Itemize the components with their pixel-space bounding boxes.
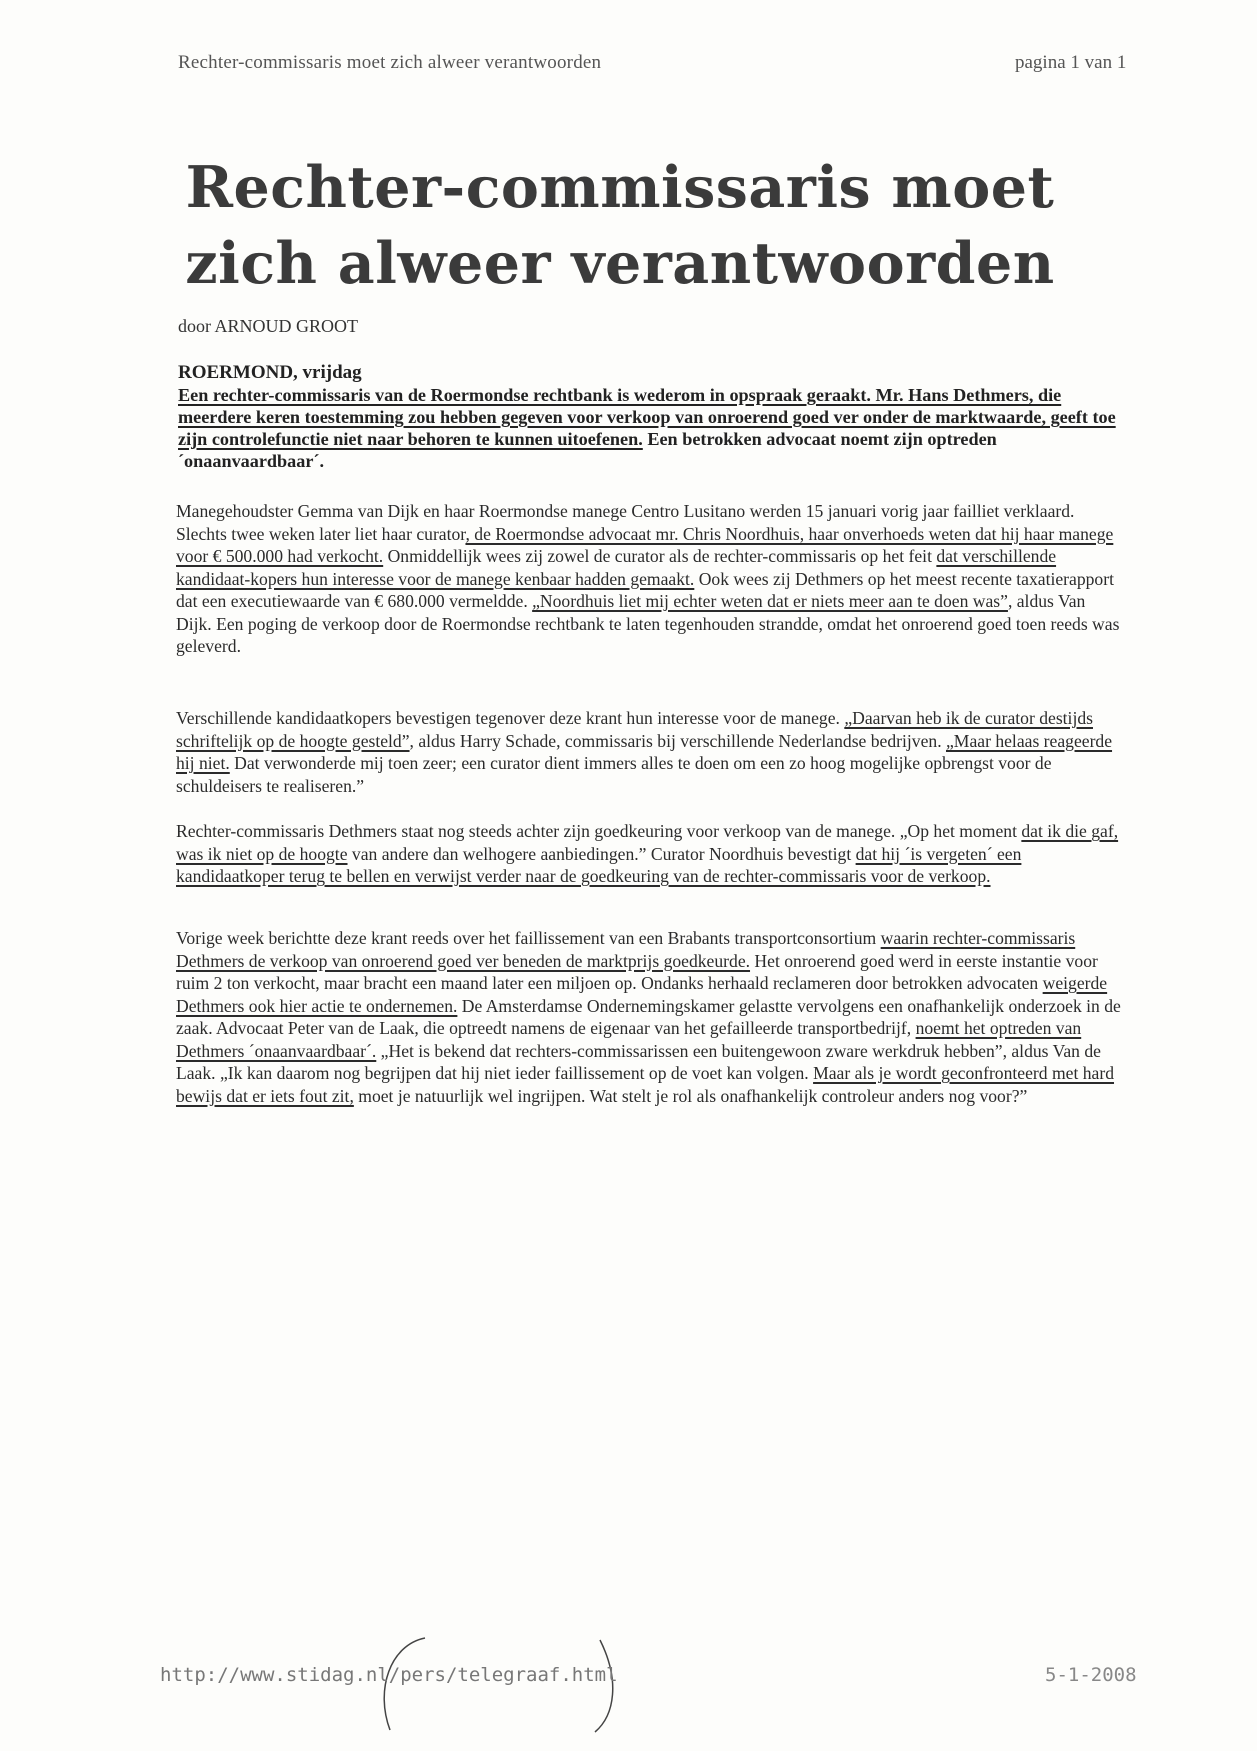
byline: door ARNOUD GROOT (178, 316, 358, 336)
text-run: De Amsterdamse Ondernemingskamer gelastte vervolgens een onafhankelijk onderzoek in de zaak. Advocaat Peter van de Laak, die optreedt namens de eigenaar van het gefailleerde transportbedrijf, (176, 995, 1121, 1038)
underlined-run: noemt het optreden van Dethmers ´onaanvaardbaar´. (176, 1018, 1082, 1061)
text-run: Het onroerend goed werd in eerste instantie voor ruim 2 ton verkocht, maar bracht een maand later een miljoen op. Ondanks herhaald reclameren door betrokken advocaten (176, 950, 1098, 993)
underlined-run: „Daarvan heb ik de curator destijds schriftelijk op de hoogte gesteld” (176, 708, 1093, 751)
pen-stroke-right (595, 1640, 613, 1732)
text-run: „Het is bekend dat rechters-commissarissen een buitengewoon zware werkdruk hebben”, aldus Van de Laak. „Ik kan daarom nog begrijpen dat hij niet ieder faillissement op de voet kan volgen. (176, 1040, 1101, 1083)
article-title: Rechter-commissaris moet zich alweer verantwoorden (185, 154, 1055, 297)
paragraph-4 (176, 927, 1121, 1107)
text-run: Dat verwonderde mij toen zeer; een curator dient immers alles te doen om een zo hoog mogelijke opbrengst voor de schuldeisers te realiseren.” (176, 753, 1052, 796)
footer-url: http://www.stidag.nl/pers/telegraaf.html (160, 1664, 618, 1686)
page-indicator: pagina 1 van 1 (1015, 52, 1127, 73)
text-run: , aldus Van Dijk. Een poging de verkoop door de Roermondse rechtbank te laten tegenhouden strandde, omdat het onroerend goed toen reeds was geleverd. (176, 591, 1120, 656)
underlined-run: weigerde Dethmers ook hier actie te ondernemen. (176, 973, 1108, 1016)
underlined-run: waarin rechter-commissaris Dethmers de verkoop van onroerend goed ver beneden de marktprijs goedkeurde. (176, 928, 1076, 971)
text-run: Vorige week berichtte deze krant reeds over het faillissement van een Brabants transportconsortium (176, 928, 881, 948)
text-run: , aldus Harry Schade, commissaris bij verschillende Nederlandse bedrijven. (409, 730, 946, 751)
running-header-title: Rechter-commissaris moet zich alweer verantwoorden (178, 52, 602, 73)
underlined-run: dat ik die gaf, was ik niet op de hoogte (176, 821, 1119, 864)
lead-paragraph (178, 384, 1118, 472)
footer-date: 5-1-2008 (1045, 1664, 1137, 1686)
lead-underlined-text: Een rechter-commissaris van de Roermondse rechtbank is wederom in opspraak geraakt. Mr. Hans Dethmers, die meerdere keren toestemming zou hebben gegeven voor verkoop van onroerend goed ver onder de marktwaarde, geeft toe zijn controlefunctie niet naar behoren te kunnen uitoefenen. (178, 385, 1116, 449)
text-run: moet je natuurlijk wel ingrijpen. Wat stelt je rol als onafhankelijk controleur anders nog voor?” (353, 1085, 1028, 1106)
text-run: Verschillende kandidaatkopers bevestigen tegenover deze krant hun interesse voor de manege. (176, 708, 845, 728)
text-run: Onmiddellijk wees zij zowel de curator als de rechter-commissaris op het feit (383, 546, 937, 566)
underlined-run: dat hij ´is vergeten´ een kandidaatkoper terug te bellen en verwijst verder naar de goedkeuring van de rechter-commissaris voor de verkoop. (176, 843, 1022, 886)
underlined-run: dat verschillende kandidaat-kopers hun interesse voor de manege kenbaar hadden gemaakt. (176, 546, 1057, 589)
underlined-run: „Noordhuis liet mij echter weten dat er niets meer aan te doen was” (532, 591, 1008, 611)
text-run: van andere dan welhogere aanbiedingen.” Curator Noordhuis bevestigt (347, 843, 856, 864)
dateline: ROERMOND, vrijdag (178, 362, 362, 383)
underlined-run: Maar als je wordt geconfronteerd met hard bewijs dat er iets fout zit, (176, 1063, 1115, 1106)
paragraph-1 (176, 500, 1121, 658)
text-run: Manegehoudster Gemma van Dijk en haar Roermondse manege Centro Lusitano werden 15 januari vorig jaar failliet verklaard. Slechts twee weken later liet haar curator (176, 501, 1075, 544)
underlined-run: , de Roermondse advocaat mr. Chris Noordhuis, haar onverhoeds weten dat hij haar manege voor € 500.000 had verkocht. (176, 523, 1114, 566)
underlined-run: „Maar helaas reageerde hij niet. (176, 730, 1113, 773)
paragraph-3 (176, 820, 1121, 888)
paragraph-2 (176, 707, 1121, 797)
text-run: Rechter-commissaris Dethmers staat nog steeds achter zijn goedkeuring voor verkoop van de manege. „Op het moment (176, 821, 1022, 841)
lead-text: Een betrokken advocaat noemt zijn optreden ´onaanvaardbaar´. (178, 429, 997, 471)
text-run: Ook wees zij Dethmers op het meest recente taxatierapport dat een executiewaarde van € 680.000 vermeldde. (176, 568, 1114, 611)
